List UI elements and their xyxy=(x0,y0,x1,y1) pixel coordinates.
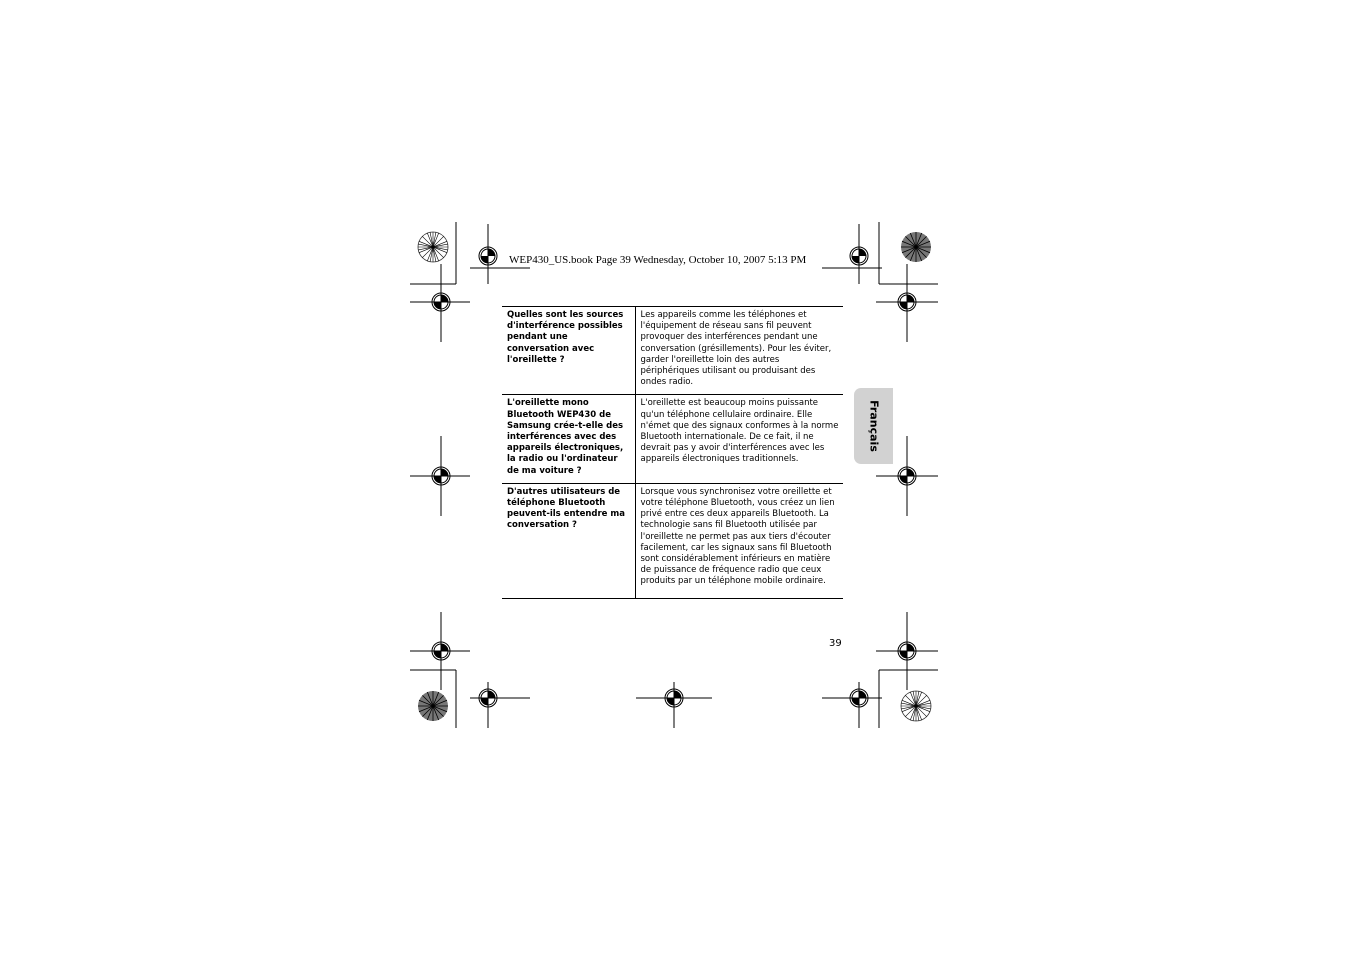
book-header: WEP430_US.book Page 39 Wednesday, October 10, 2007 5:13 PM xyxy=(509,254,807,266)
faq-table xyxy=(502,306,843,599)
language-tab xyxy=(854,388,893,464)
faq-row xyxy=(502,483,843,598)
faq-question: L'oreillette mono Bluetooth WEP430 de Samsung crée-t-elle des interférences avec des appareils électroniques, la radio ou l'ordinateur de ma voiture ? xyxy=(502,395,635,483)
faq-question: Quelles sont les sources d'interférence possibles pendant une conversation avec l'oreillette ? xyxy=(502,307,635,395)
language-tab-label: Français xyxy=(867,400,880,452)
faq-answer: L'oreillette est beaucoup moins puissante qu'un téléphone cellulaire ordinaire. Elle n'émet que des signaux conformes à la norme Bluetooth internationale. De ce fait, il ne devrait pas y avoir d'interférences avec les appareils électroniques traditionnels. xyxy=(635,395,843,483)
faq-answer: Les appareils comme les téléphones et l'équipement de réseau sans fil peuvent provoquer des interférences pendant une conversation (grésillements). Pour les éviter, garder l'oreillette loin des autres périphériques utilisant ou produisant des ondes radio. xyxy=(635,307,843,395)
page-number: 39 xyxy=(829,638,842,649)
faq-answer: Lorsque vous synchronisez votre oreillette et votre téléphone Bluetooth, vous créez un lien privé entre ces deux appareils Bluetooth. La technologie sans fil Bluetooth utilisée par l'oreillette ne permet pas aux tiers d'écouter facilement, car les signaux sans fil Bluetooth sont considérablement inférieurs en matière de puissance de fréquence radio que ceux produits par un téléphone mobile ordinaire. xyxy=(635,483,843,598)
faq-row xyxy=(502,307,843,395)
faq-question: D'autres utilisateurs de téléphone Bluetooth peuvent-ils entendre ma conversation ? xyxy=(502,483,635,598)
faq-row xyxy=(502,395,843,483)
